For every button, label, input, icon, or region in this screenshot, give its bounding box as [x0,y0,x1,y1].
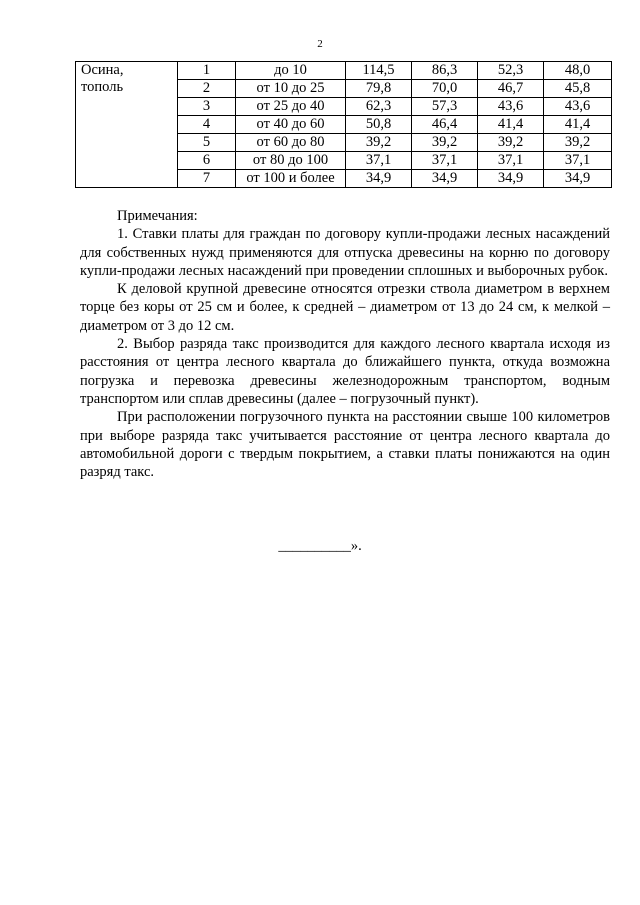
page-number: 2 [317,38,323,50]
table-cell: 34,9 [544,170,612,188]
table-cell: 79,8 [346,80,412,98]
notes-heading: Примечания: [117,208,198,224]
table-cell: 37,1 [412,152,478,170]
table-cell: от 60 до 80 [236,134,346,152]
table-cell: от 100 и более [236,170,346,188]
table-cell: 45,8 [544,80,612,98]
table-cell: от 80 до 100 [236,152,346,170]
table-cell: 6 [178,152,236,170]
table-cell: 5 [178,134,236,152]
note-paragraph: 2. Выбор разряда такс производится для каждого лесного квартала исходя из расстояния от центра лесного квартала до ближайшего пункта, откуда возможна погрузка и перевозка древесины железнодорожным транспортом, водным транспортом или сплав древесины (далее – погрузочный пункт). [80,336,610,407]
table-cell: 4 [178,116,236,134]
table-cell: 114,5 [346,62,412,80]
table-cell: 3 [178,98,236,116]
table-cell: 41,4 [478,116,544,134]
table-cell: 46,7 [478,80,544,98]
table-cell: 43,6 [544,98,612,116]
table-cell: 48,0 [544,62,612,80]
table-cell: 1 [178,62,236,80]
table-cell: 62,3 [346,98,412,116]
table-cell: от 25 до 40 [236,98,346,116]
closing-line: __________». [278,538,362,554]
table-cell: 34,9 [478,170,544,188]
rates-table [75,61,612,188]
table-cell: 7 [178,170,236,188]
table-cell: 43,6 [478,98,544,116]
table-cell: 57,3 [412,98,478,116]
table-cell: 39,2 [412,134,478,152]
table-cell: 37,1 [544,152,612,170]
table-cell: 86,3 [412,62,478,80]
table-cell: 50,8 [346,116,412,134]
table-cell: 52,3 [478,62,544,80]
table-cell: 39,2 [346,134,412,152]
table-row [76,62,612,80]
table-cell: от 10 до 25 [236,80,346,98]
note-paragraph: При расположении погрузочного пункта на расстоянии свыше 100 километров при выборе разряда такс учитывается расстояние от центра лесного квартала до автомобильной дороги с твердым покрытием, а ставки платы понижаются на один разряд такс. [80,409,610,481]
table-cell: 39,2 [544,134,612,152]
table-cell: 2 [178,80,236,98]
species-cell [76,62,178,188]
table-cell: 70,0 [412,80,478,98]
table-cell: 46,4 [412,116,478,134]
notes-section [80,207,610,481]
table-cell: 34,9 [346,170,412,188]
note-paragraph: 1. Ставки платы для граждан по договору купли-продажи лесных насаждений для собственных нужд применяются для отпуска древесины на корню по договору купли-продажи лесных насаждений при проведении сплошных и выборочных рубок. [80,226,610,279]
table-cell: 34,9 [412,170,478,188]
table-cell: от 40 до 60 [236,116,346,134]
table-cell: до 10 [236,62,346,80]
note-paragraph: К деловой крупной древесине относятся отрезки ствола диаметром в верхнем торце без коры от 25 см и более, к средней – диаметром от 13 до 24 см, к мелкой – диаметром от 3 до 12 см. [80,281,610,334]
species-name-line: тополь [81,79,124,95]
table-cell: 37,1 [478,152,544,170]
species-name-line: Осина, [81,62,124,78]
table-cell: 37,1 [346,152,412,170]
table-cell: 41,4 [544,116,612,134]
table-cell: 39,2 [478,134,544,152]
